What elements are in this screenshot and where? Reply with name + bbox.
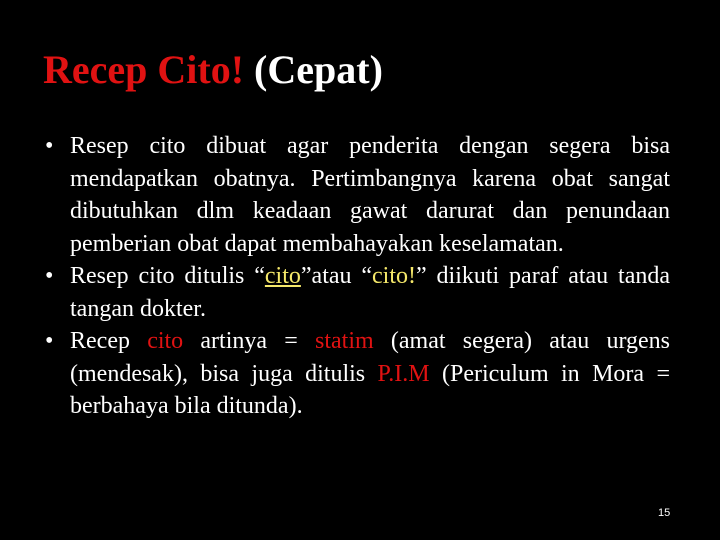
bullet-text-start: Resep cito ditulis “ <box>70 263 265 289</box>
bullet-text-mid: artinya = <box>183 328 316 354</box>
bullet-marker: • <box>45 133 54 159</box>
title-suffix: (Cepat) <box>254 47 383 92</box>
highlight-pim: P.I.M <box>377 360 430 387</box>
highlight-cito: cito <box>147 328 184 354</box>
highlight-cito: cito <box>264 263 301 289</box>
title-space <box>244 47 254 92</box>
bullet-item-3 <box>45 325 670 423</box>
slide-title <box>43 47 383 93</box>
highlight-cito-exclaim: cito! <box>372 263 417 289</box>
bullet-item-2 <box>45 260 670 325</box>
bullet-marker: • <box>45 263 54 289</box>
bullet-text-mid: ”atau “ <box>300 263 373 289</box>
title-highlight: Recep Cito! <box>43 47 245 92</box>
highlight-statim: statim <box>315 328 374 354</box>
bullet-list <box>45 130 670 423</box>
bullet-item-1 <box>45 130 670 260</box>
bullet-text: Resep cito dibuat agar penderita dengan segera bisa mendapatkan obatnya. Pertimbangnya karena obat sangat dibutuhkan dlm keadaan gawat darurat dan penundaan pemberian obat dapat membahayakan keselamatan. <box>70 133 670 257</box>
bullet-text-start: Recep <box>70 328 148 354</box>
page-number: 15 <box>658 507 671 519</box>
bullet-text-mid2: (amat segera) atau urgens (mendesak), bisa juga ditulis <box>70 328 670 387</box>
bullet-text-end: ” diikuti paraf atau tanda tangan dokter. <box>70 263 671 322</box>
bullet-marker: • <box>45 328 54 354</box>
bullet-text-end: (Periculum in Mora = berbahaya bila ditunda). <box>70 360 670 419</box>
